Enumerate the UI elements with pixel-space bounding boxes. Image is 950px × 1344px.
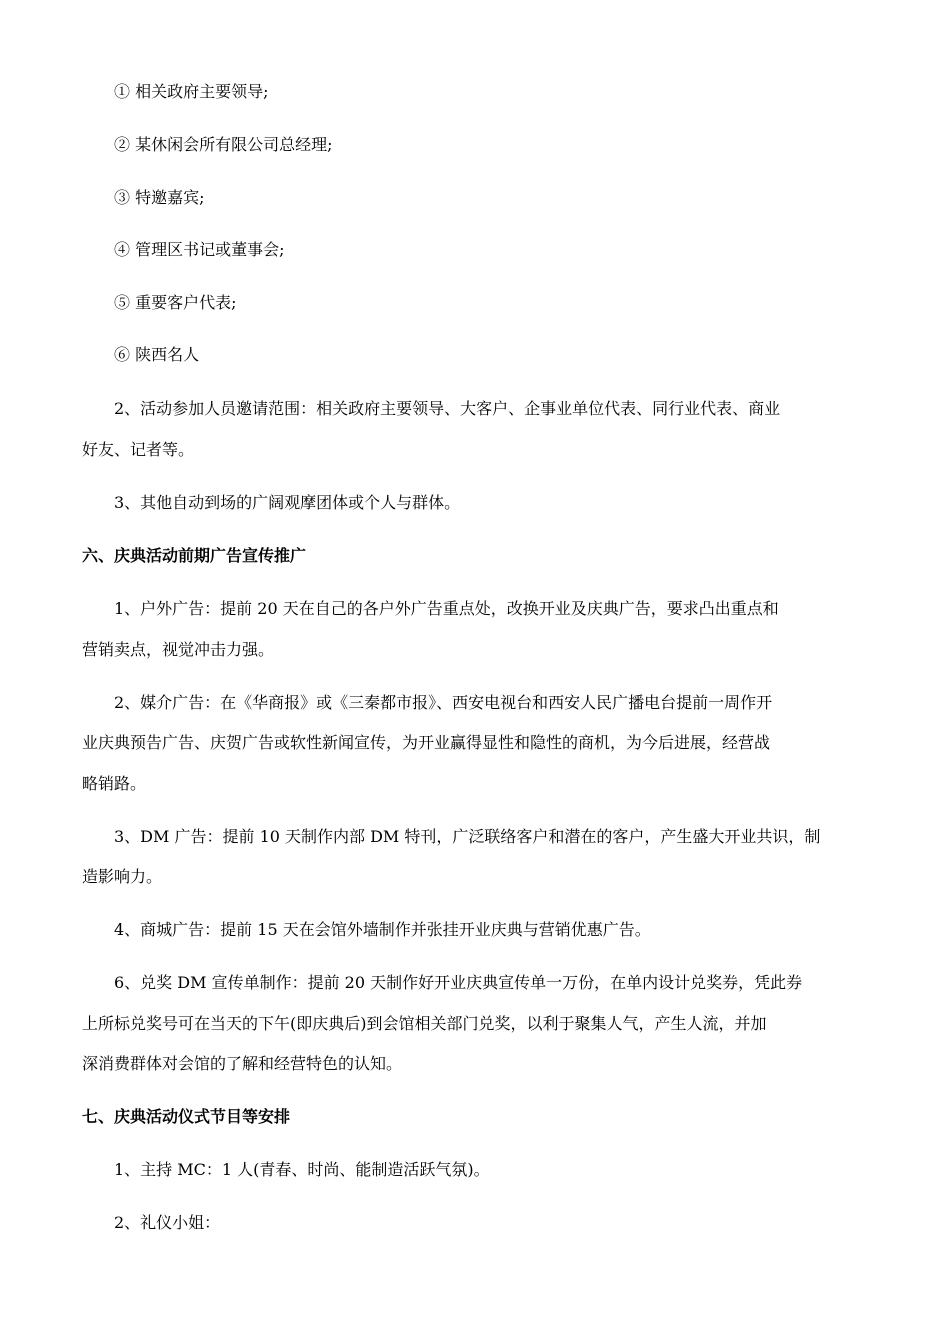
paragraph-invite-line-2: 好友、记者等。 <box>82 440 195 459</box>
list-item-2: ② 某休闲会所有限公司总经理; <box>114 135 333 154</box>
mall-ad: 4、商城广告：提前 15 天在会馆外墙制作并张挂开业庆典与营销优惠广告。 <box>114 920 651 939</box>
list-item-3: ③ 特邀嘉宾; <box>114 188 205 207</box>
dm-ad-line-1: 3、DM 广告：提前 10 天制作内部 DM 特刊，广泛联络客户和潜在的客户，产生盛大开业共识，制 <box>114 827 821 846</box>
section-seven-title: 七、庆典活动仪式节目等安排 <box>82 1107 291 1126</box>
outdoor-ad-line-2: 营销卖点，视觉冲击力强。 <box>82 640 275 659</box>
prize-dm-line-3: 深消费群体对会馆的了解和经营特色的认知。 <box>82 1054 403 1073</box>
media-ad-line-1: 2、媒介广告：在《华商报》或《三秦都市报》、西安电视台和西安人民广播电台提前一周作开 <box>114 693 773 712</box>
outdoor-ad-line-1: 1、户外广告：提前 20 天在自己的各户外广告重点处，改换开业及庆典广告，要求凸出重点和 <box>114 599 779 618</box>
section-six-title: 六、庆典活动前期广告宣传推广 <box>82 546 307 565</box>
paragraph-others: 3、其他自动到场的广阔观摩团体或个人与群体。 <box>114 493 461 512</box>
list-item-6: ⑥ 陕西名人 <box>114 345 200 364</box>
list-item-1: ① 相关政府主要领导; <box>114 82 269 101</box>
prize-dm-line-1: 6、兑奖 DM 宣传单制作：提前 20 天制作好开业庆典宣传单一万份，在单内设计兑奖券，凭此券 <box>114 973 803 992</box>
media-ad-line-3: 略销路。 <box>82 774 147 793</box>
paragraph-invite-line-1: 2、活动参加人员邀请范围：相关政府主要领导、大客户、企事业单位代表、同行业代表、商业 <box>114 399 781 418</box>
etiquette-ladies: 2、礼仪小姐： <box>114 1213 221 1232</box>
list-item-5: ⑤ 重要客户代表; <box>114 293 237 312</box>
host-mc: 1、主持 MC：1 人(青春、时尚、能制造活跃气氛)。 <box>114 1160 490 1179</box>
dm-ad-line-2: 造影响力。 <box>82 867 163 886</box>
prize-dm-line-2: 上所标兑奖号可在当天的下午(即庆典后)到会馆相关部门兑奖，以利于聚集人气，产生人流，并加 <box>82 1014 767 1033</box>
media-ad-line-2: 业庆典预告广告、庆贺广告或软性新闻宣传，为开业赢得显性和隐性的商机，为今后进展，经营战 <box>82 733 771 752</box>
list-item-4: ④ 管理区书记或董事会; <box>114 240 285 259</box>
